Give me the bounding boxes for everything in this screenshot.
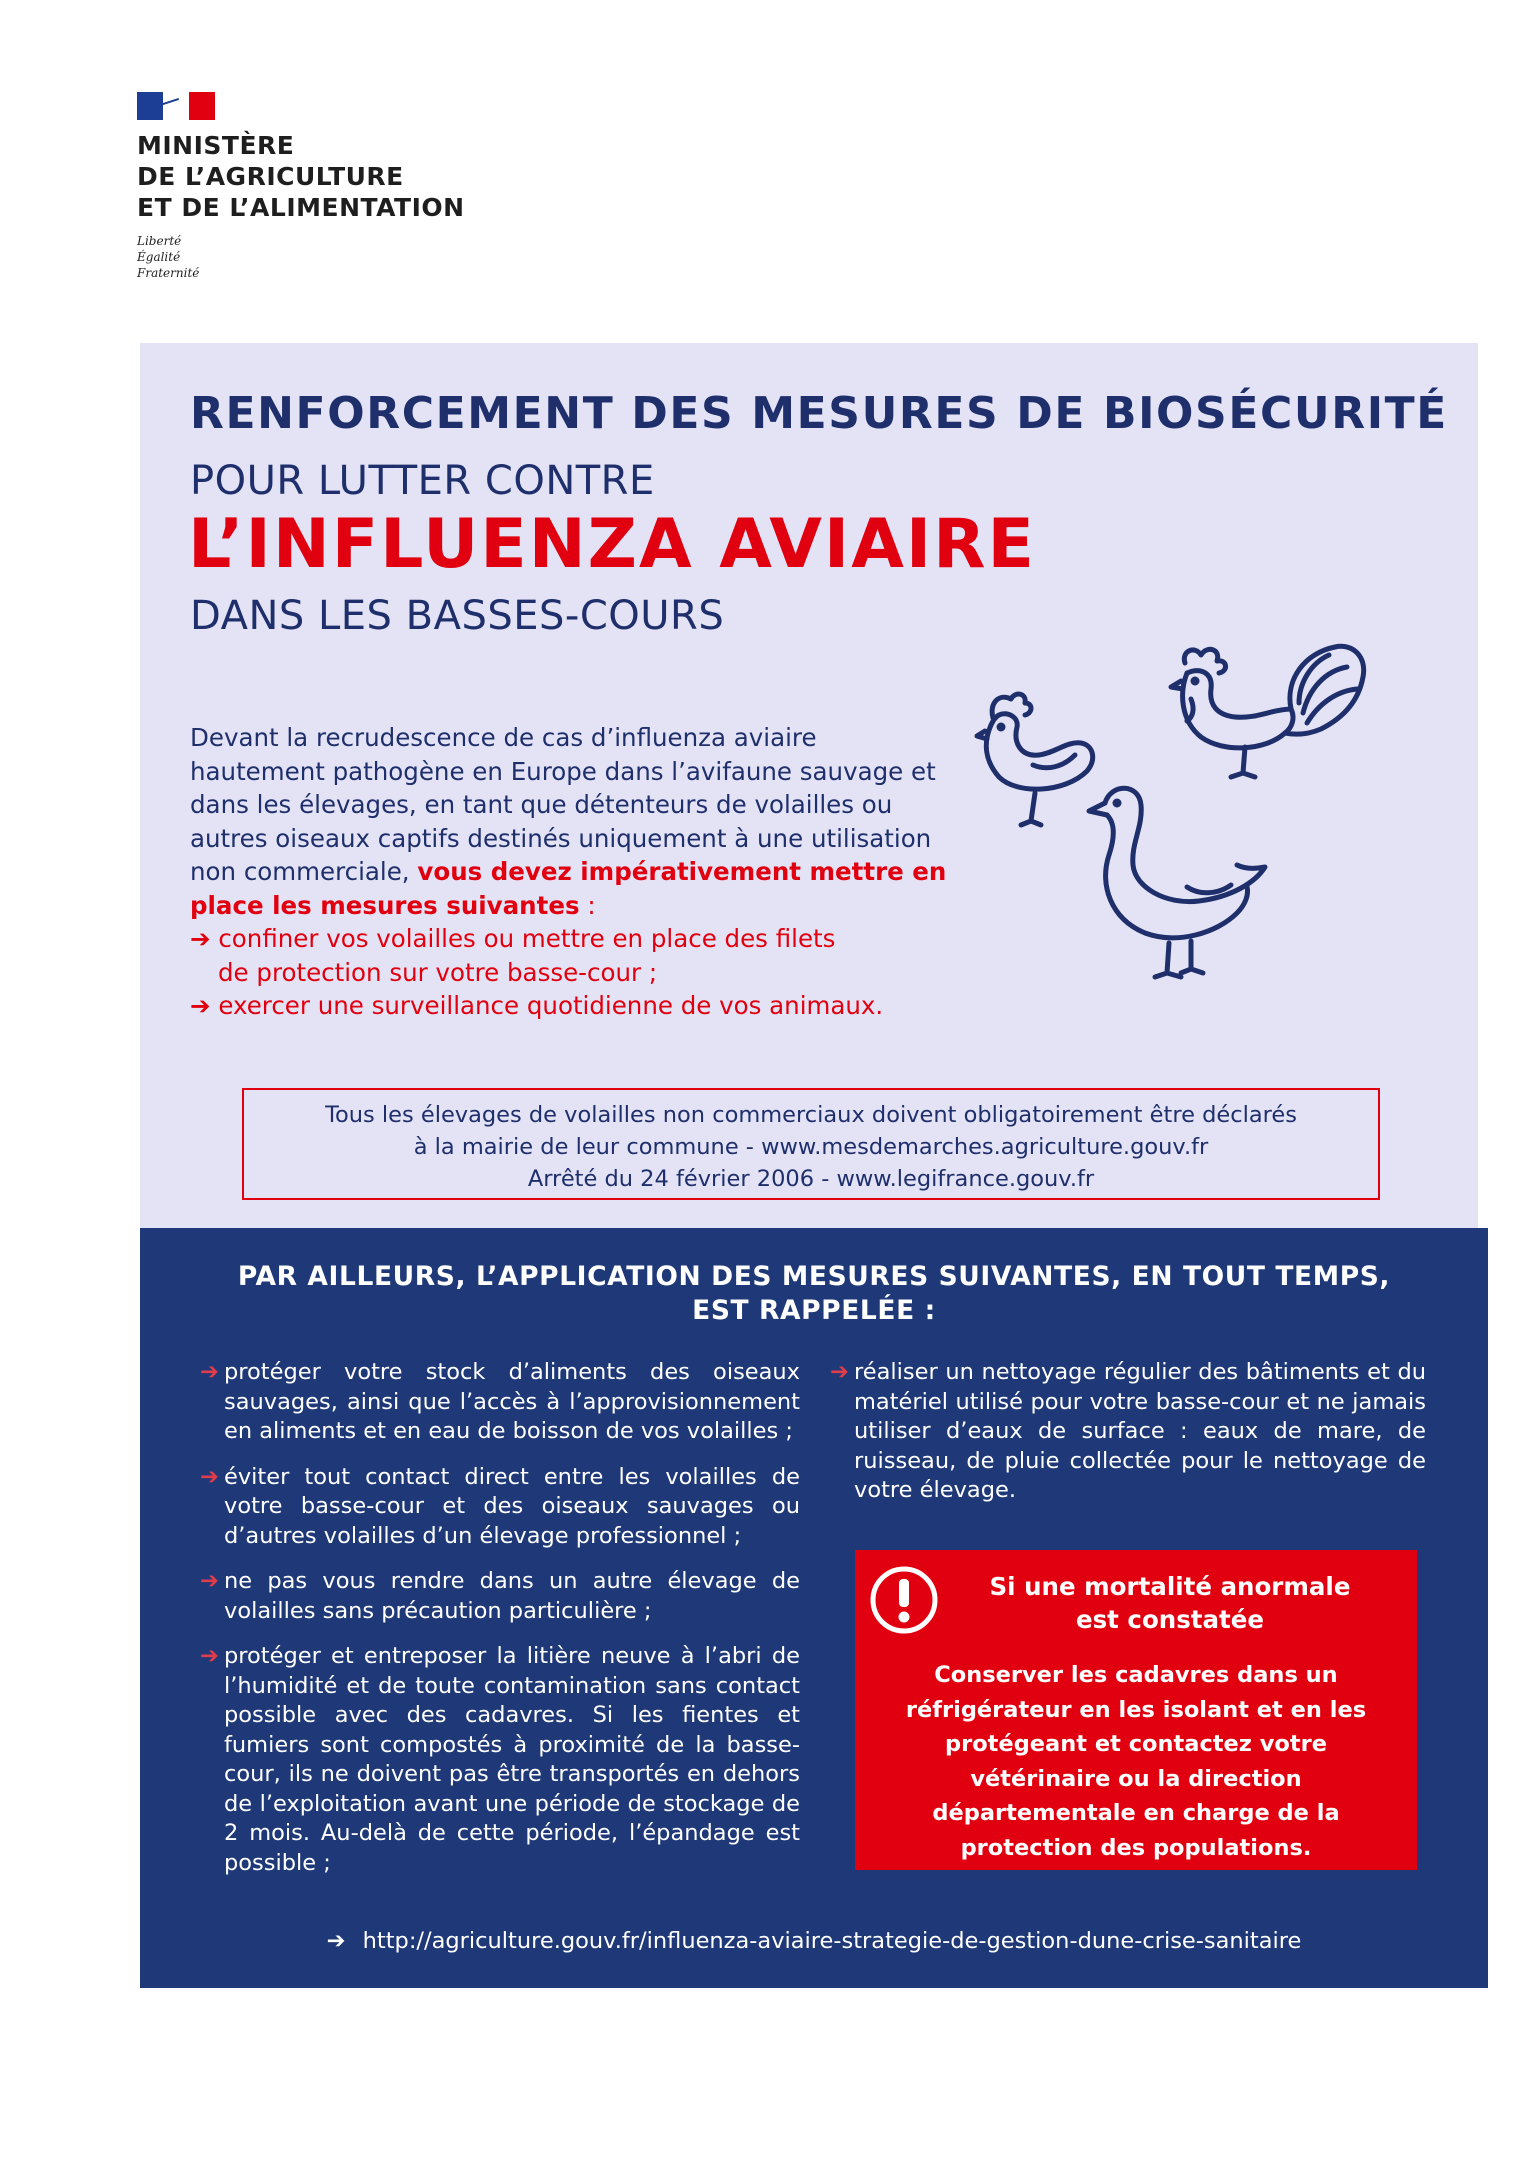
alert-title — [945, 1570, 1395, 1636]
list-item — [200, 1642, 800, 1878]
intro-bullet-1-text-b: de protection sur votre basse-cour ; — [218, 957, 658, 987]
ministry-line-1: MINISTÈRE — [137, 131, 295, 160]
arrow-icon: ➔ — [190, 991, 211, 1020]
title-line-3: L’INFLUENZA AVIAIRE — [188, 505, 1036, 584]
ministry-line-3: ET DE L’ALIMENTATION — [137, 193, 465, 222]
mortality-alert-box — [855, 1550, 1417, 1870]
intro-bullet-2 — [190, 989, 950, 1023]
motto — [137, 233, 557, 281]
arrow-icon: ➔ — [200, 1643, 219, 1669]
reminder-panel — [140, 1228, 1488, 1988]
arrow-icon: ➔ — [190, 924, 211, 953]
reminder-heading — [140, 1260, 1488, 1328]
reminder-heading-line-2: EST RAPPELÉE : — [692, 1295, 936, 1326]
arrow-icon: ➔ — [200, 1359, 219, 1385]
notice-line-1: Tous les élevages de volailles non commerciaux doivent obligatoirement être déclarés — [325, 1102, 1297, 1128]
arrow-icon: ➔ — [200, 1463, 219, 1490]
alert-title-line-1: Si une mortalité anormale — [989, 1572, 1351, 1601]
ministry-logo — [137, 92, 557, 281]
intro-bullet-1 — [190, 922, 950, 956]
intro-emphasis-end: : — [579, 890, 596, 920]
notice-line-2: à la mairie de leur commune - www.mesdemarches.agriculture.gouv.fr — [413, 1134, 1209, 1160]
alert-title-line-2: est constatée — [1075, 1605, 1264, 1634]
measures-left-column — [200, 1358, 800, 1894]
intro-paragraph — [190, 721, 950, 1023]
intro-bullet-1-continued — [190, 956, 950, 990]
motto-fraternite: Fraternité — [137, 266, 200, 280]
goose-icon — [1089, 788, 1265, 977]
list-item-text: réaliser un nettoyage régulier des bâtiments et du matériel utilisé pour votre basse-cour et ne jamais utiliser d’eaux de surface : eaux de mare, de ruisseau, de pluie collectée pour le nettoyage de votre élevage. — [854, 1359, 1426, 1503]
title-line-1: RENFORCEMENT DES MESURES DE BIOSÉCURITÉ — [190, 388, 1448, 439]
arrow-icon: ➔ — [200, 1568, 219, 1594]
arrow-icon: ➔ — [326, 1928, 346, 1954]
marianne-flag-icon — [137, 92, 215, 120]
list-item — [200, 1358, 800, 1447]
list-item-text: ne pas vous rendre dans un autre élevage de volailles sans précaution particulière ; — [224, 1568, 800, 1624]
motto-egalite: Égalité — [137, 250, 181, 264]
motto-liberte: Liberté — [137, 234, 182, 248]
list-item — [200, 1567, 800, 1626]
ministry-line-2: DE L’AGRICULTURE — [137, 162, 404, 191]
ministry-name — [137, 130, 557, 223]
exclamation-icon — [869, 1565, 939, 1635]
hen-icon — [977, 694, 1093, 825]
list-item — [830, 1358, 1426, 1506]
info-link[interactable]: http://agriculture.gouv.fr/influenza-aviaire-strategie-de-gestion-dune-crise-sanitaire — [362, 1928, 1302, 1954]
title-line-2: POUR LUTTER CONTRE — [190, 458, 655, 504]
arrow-icon: ➔ — [830, 1359, 849, 1385]
biosecurity-panel — [140, 343, 1478, 1228]
list-item-text: protéger et entreposer la litière neuve à l’abri de l’humidité et de toute contamination sans contact possible avec des cadavres. Si les fientes et fumiers sont compostés à proximité de la basse-cour, ils ne doivent pas être transportés en dehors de l’exploitation avant une période de stockage de 2 mois. Au-delà de cette période, l’épandage est possible ; — [224, 1643, 800, 1876]
rooster-icon — [1171, 646, 1364, 777]
notice-line-3: Arrêté du 24 février 2006 - www.legifrance.gouv.fr — [527, 1166, 1095, 1192]
declaration-notice — [242, 1088, 1380, 1200]
intro-bullet-2-text: exercer une surveillance quotidienne de vos animaux. — [218, 991, 884, 1020]
info-link-line — [140, 1928, 1488, 1954]
intro-emphasis: vous devez impérativement mettre en place les mesures suivantes — [190, 857, 947, 920]
alert-body: Conserver les cadavres dans un réfrigérateur en les isolant et en les protégeant et contactez votre vétérinaire ou la direction départementale en charge de la protection des populations. — [905, 1662, 1367, 1861]
reminder-heading-line-1: PAR AILLEURS, L’APPLICATION DES MESURES SUIVANTES, EN TOUT TEMPS, — [237, 1261, 1391, 1292]
intro-bullet-1-text-a: confiner vos volailles ou mettre en place des filets — [218, 924, 836, 953]
birds-illustration — [955, 643, 1375, 983]
title-line-4: DANS LES BASSES-COURS — [190, 593, 725, 639]
intro-text: Devant la recrudescence de cas d’influenza aviaire hautement pathogène en Europe dans l’avifaune sauvage et dans les élevages, en tant que détenteurs de volailles ou autres oiseaux captifs destinés uniquement à une utilisation non commerciale, — [190, 723, 936, 886]
measures-right-column — [830, 1358, 1426, 1522]
list-item-text: éviter tout contact direct entre les volailles de votre basse-cour et des oiseaux sauvages ou d’autres volailles d’un élevage professionnel ; — [224, 1463, 800, 1549]
list-item-text: protéger votre stock d’aliments des oiseaux sauvages, ainsi que l’accès à l’approvisionnement en aliments et en eau de boisson de vos volailles ; — [224, 1359, 800, 1444]
list-item — [200, 1463, 800, 1552]
